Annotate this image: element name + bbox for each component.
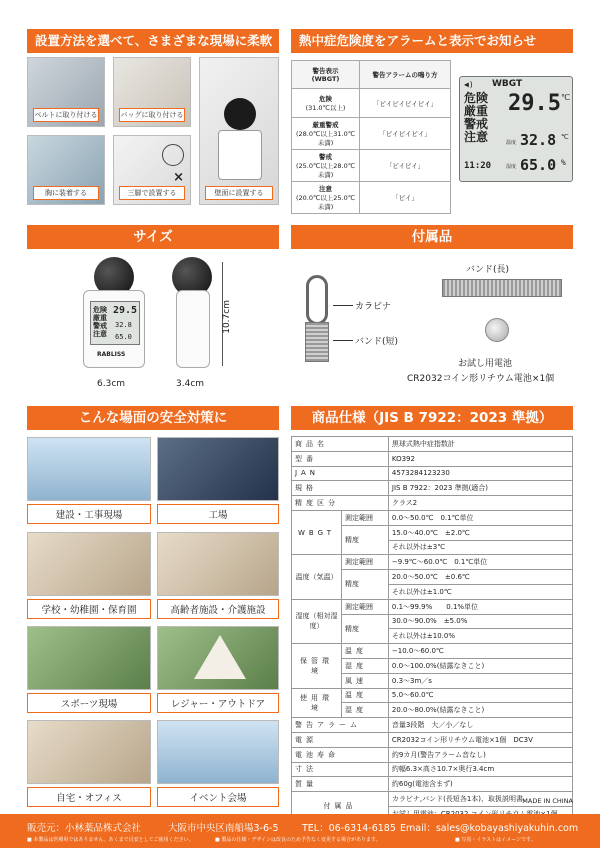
spec-value: KO392: [388, 451, 572, 466]
caption-belt: ベルトに取り付ける: [33, 108, 98, 122]
photo-wall: [199, 57, 279, 205]
black-globe-icon: [224, 98, 256, 130]
spec-sublabel: 湿度: [342, 703, 389, 718]
spec-label: 電源: [292, 732, 389, 747]
spec-label: JAN: [292, 466, 389, 481]
caption-bag: バッグに取り付ける: [119, 108, 184, 122]
lcd-time: 11:20: [464, 161, 492, 171]
alarm-level: 警戒: [319, 153, 332, 161]
alarm-range: (25.0℃以上28.0℃未満): [295, 162, 356, 179]
spec-value: −9.9℃〜60.0℃ 0.1℃単位: [388, 555, 572, 570]
alarm-sound: 「ピイピイピイ」: [360, 118, 451, 150]
footer-address: 大阪市中央区南船場3-6-5: [168, 823, 279, 834]
lcd-level: 注意: [93, 330, 107, 338]
lcd-hum-unit: %: [561, 158, 566, 167]
label-battery-1: お試し用電池: [458, 359, 513, 369]
spec-row: [292, 466, 573, 481]
lcd-level: 注意: [464, 130, 489, 144]
spec-label: 警告アラーム: [292, 718, 389, 733]
device-hum-value: 65.0: [115, 333, 132, 341]
photo-construction: [27, 437, 151, 501]
label-battery-2: CR2032コイン形リチウム電池×1個: [407, 374, 555, 384]
spec-row: [292, 747, 573, 762]
footer-note-1: ■ 本製品は医療用ではありません。あくまで目安としてご使用ください。: [27, 837, 194, 843]
footer-email[interactable]: Email：sales@kobayashiyakuhin.com: [400, 823, 579, 834]
photo-elderly-care: [157, 532, 279, 596]
spec-sublabel: 精度: [342, 570, 389, 600]
alarm-level: 厳重警戒: [312, 121, 339, 129]
photo-sports: [27, 626, 151, 690]
carabiner-icon: [306, 275, 328, 325]
spec-label: 保管環境: [292, 644, 342, 688]
spec-value: 20.0〜50.0℃ ±0.6℃: [388, 570, 572, 585]
photo-school: [27, 532, 151, 596]
spec-value: 約幅6.3×高さ10.7×奥行3.4cm: [388, 762, 572, 777]
label-carabiner: カラビナ: [355, 302, 392, 312]
spec-value: 15.0〜40.0℃ ±2.0℃: [388, 525, 572, 540]
dim-height: 10.7cm: [222, 300, 232, 334]
alarm-sound: 「ピイピイ」: [360, 150, 451, 182]
spec-sublabel: 測定範囲: [342, 599, 389, 614]
band-short-icon: [305, 322, 329, 362]
lcd-level: 危険: [93, 306, 107, 314]
lcd-hum-label: 湿度: [506, 164, 517, 170]
spec-value: 0.1〜99.9% 0.1%単位: [388, 599, 572, 614]
spec-row: [292, 437, 573, 452]
label-band-long: バンド(長): [466, 265, 510, 275]
made-in-label: MADE IN CHINA: [522, 797, 573, 805]
spec-row: [292, 496, 573, 511]
alarm-row: [292, 118, 360, 150]
lcd-temp-value: 32.8: [520, 131, 557, 149]
spec-label: 商品名: [292, 437, 389, 452]
footer-tel: TEL：06-6314-6185: [302, 823, 396, 834]
photo-bag: [113, 57, 191, 127]
speaker-icon: ◀): [464, 80, 474, 89]
scene-caption: レジャー・アウトドア: [157, 693, 279, 713]
spec-value: 30.0〜90.0% ±5.0%: [388, 614, 572, 629]
spec-row: [292, 762, 573, 777]
spec-row: [292, 777, 573, 792]
spec-row: [292, 688, 573, 703]
spec-value: 20.0〜80.0%(結露なきこと): [388, 703, 572, 718]
section-header-spec: 商品仕様（JIS B 7922：2023 準拠）: [291, 406, 573, 430]
photo-tripod: [113, 135, 191, 205]
spec-sublabel: 温度: [342, 688, 389, 703]
lcd-level: 危険: [464, 91, 489, 105]
spec-row: [292, 451, 573, 466]
lcd-level: 厳重: [93, 314, 107, 322]
lcd-level: 警戒: [93, 322, 107, 330]
lcd-levels: [464, 92, 488, 144]
device-lcd-levels: [93, 306, 107, 338]
spec-value: それ以外は±1.0℃: [388, 584, 572, 599]
spec-value: 約60g(電池含まず): [388, 777, 572, 792]
spec-value: それ以外は±10.0%: [388, 629, 572, 644]
alarm-header-display: 警告表示 (WBGT): [292, 61, 360, 89]
spec-value: クラス2: [388, 496, 572, 511]
pointer-line: [333, 340, 353, 341]
band-long-icon: [442, 279, 562, 297]
photo-event: [157, 720, 279, 784]
spec-value: 4573284123230: [388, 466, 572, 481]
lcd-hum-value: 65.0: [520, 156, 557, 174]
tent-icon: [194, 635, 246, 679]
footer-seller: 販売元：小林薬品株式会社: [27, 823, 142, 834]
spec-value: それ以外は±3℃: [388, 540, 572, 555]
spec-sublabel: 測定範囲: [342, 510, 389, 525]
scene-caption: イベント会場: [157, 787, 279, 807]
spec-value: 音量3段階 大／小／なし: [388, 718, 572, 733]
lcd-level: 厳重: [464, 104, 489, 118]
spec-sublabel: 測定範囲: [342, 555, 389, 570]
device-front: [83, 290, 145, 368]
spec-label: 使用環境: [292, 688, 342, 718]
spec-label: 寸法: [292, 762, 389, 777]
footer-note-3: ■ 写真・イラストはイメージです。: [455, 837, 536, 843]
spec-label: WBGT: [292, 510, 342, 554]
spec-value: 約9カ月(警告アラーム音なし): [388, 747, 572, 762]
spec-label: 湿度（相対湿度）: [292, 599, 342, 643]
alarm-range: (31.0℃以上): [305, 104, 346, 112]
alarm-row: [292, 182, 360, 214]
cross-mark-icon: ×: [173, 170, 184, 185]
spec-value: カラビナ,バンド(長短各1本)、取扱説明書、: [388, 792, 572, 807]
spec-value: CR2032コイン形リチウム電池×1個 DC3V: [388, 732, 572, 747]
dim-depth: 3.4cm: [176, 379, 205, 389]
device-icon: [218, 130, 262, 180]
spec-sublabel: 湿度: [342, 658, 389, 673]
device-wbgt-value: 29.5: [113, 305, 138, 316]
alarm-table: [291, 60, 451, 214]
lcd-wbgt-value: 29.5: [508, 91, 561, 116]
scene-caption: 工場: [157, 504, 279, 524]
spec-label: 質量: [292, 777, 389, 792]
spec-value: 0.3〜3m／s: [388, 673, 572, 688]
spec-label: 温度（気温）: [292, 555, 342, 599]
circle-icon: [162, 144, 184, 166]
alarm-range: (28.0℃以上31.0℃未満): [295, 130, 356, 147]
brand-logo: RABLISS: [97, 351, 126, 358]
alarm-sound: 「ピイ」: [360, 182, 451, 214]
lcd-wbgt-label: WBGT: [492, 79, 523, 89]
alarm-sound: 「ピイピイピイピイ」: [360, 89, 451, 118]
alarm-range: (20.0℃以上25.0℃未満): [295, 194, 356, 211]
section-header-size: サイズ: [27, 225, 279, 249]
scene-caption: スポーツ現場: [27, 693, 151, 713]
photo-home-office: [27, 720, 151, 784]
spec-label: 精度区分: [292, 496, 389, 511]
spec-row: [292, 481, 573, 496]
spec-row: [292, 718, 573, 733]
spec-value: 0.0〜100.0%(結露なきこと): [388, 658, 572, 673]
alarm-level: 危険: [319, 95, 332, 103]
spec-row: [292, 644, 573, 659]
alarm-header-sound: 警告アラームの鳴り方: [360, 61, 451, 89]
device-temp-value: 32.8: [115, 321, 132, 329]
spec-sublabel: 精度: [342, 614, 389, 644]
section-header-scenes: こんな場面の安全対策に: [27, 406, 279, 430]
footer-note-2: ■ 製品の仕様・デザインは改良のため予告なく変更する場合があります。: [215, 837, 381, 843]
photo-outdoor: [157, 626, 279, 690]
spec-table: [291, 436, 573, 822]
footer: [0, 814, 600, 848]
alarm-level: 注意: [319, 185, 332, 193]
photo-chest: [27, 135, 105, 205]
lcd-unit-c: ℃: [561, 93, 570, 102]
spec-value: −10.0〜60.0℃: [388, 644, 572, 659]
spec-sublabel: 風速: [342, 673, 389, 688]
section-header-accessories: 付属品: [291, 225, 573, 249]
section-header-install: 設置方法を選べて、さまざまな現場に柔軟: [27, 29, 279, 53]
spec-value: JIS B 7922：2023 準拠(適合): [388, 481, 572, 496]
lcd-display: [459, 76, 573, 182]
device-front-lcd: [90, 301, 140, 345]
spec-row: [292, 599, 573, 614]
spec-label: 付属品: [292, 792, 389, 822]
spec-row: [292, 555, 573, 570]
spec-value: 0.0〜50.0℃ 0.1℃単位: [388, 510, 572, 525]
spec-value: 黒球式熱中症指数計: [388, 437, 572, 452]
spec-value: 5.0〜60.0℃: [388, 688, 572, 703]
label-band-short: バンド(短): [355, 337, 399, 347]
dim-width: 6.3cm: [97, 379, 126, 389]
lcd-level: 警戒: [464, 117, 489, 131]
scene-caption: 自宅・オフィス: [27, 787, 151, 807]
spec-label: 規格: [292, 481, 389, 496]
spec-row: [292, 732, 573, 747]
scene-caption: 学校・幼稚園・保育園: [27, 599, 151, 619]
caption-wall: 壁面に設置する: [205, 186, 272, 200]
section-header-alarm: 熱中症危険度をアラームと表示でお知らせ: [291, 29, 573, 53]
spec-row: [292, 510, 573, 525]
spec-sublabel: 温度: [342, 644, 389, 659]
alarm-row: [292, 150, 360, 182]
photo-factory: [157, 437, 279, 501]
scene-caption: 高齢者施設・介護施設: [157, 599, 279, 619]
scene-caption: 建設・工事現場: [27, 504, 151, 524]
spec-label: 型番: [292, 451, 389, 466]
alarm-row: [292, 89, 360, 118]
pointer-line: [333, 305, 353, 306]
caption-chest: 胸に装着する: [33, 186, 98, 200]
spec-sublabel: 精度: [342, 525, 389, 555]
lcd-temp-unit: ℃: [561, 133, 569, 141]
coin-battery-icon: [485, 318, 509, 342]
photo-belt: [27, 57, 105, 127]
spec-label: 電池寿命: [292, 747, 389, 762]
device-side: [176, 290, 210, 368]
caption-tripod: 三脚で設置する: [119, 186, 184, 200]
lcd-temp-label: 温度: [506, 140, 517, 146]
